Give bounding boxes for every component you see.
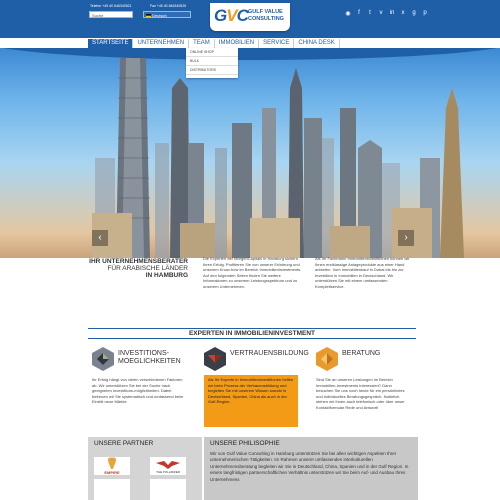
philosophy-text: Wir von Gulf Value Consulting in Hamburg unterstützen Sie bei allen wichtigen Aspekten Ihrer unternehmerischen Tätigkeiten. Im Rahmen unserer umfassenden interkulturellen Unternehmensberatung begleiten wir Sie in Deutschland, China, Spanien und in der Gulf Region. In einem langfristigen partnerschaftlichen Verhältnis unterstützen wir Sie beim Auf- und Ausbau Ihres Unternehmens bbox=[210, 451, 409, 482]
nav-dropdown bbox=[186, 48, 238, 78]
nav-item-immobilien[interactable]: IMMOBILIEN bbox=[215, 39, 259, 48]
philosophy-section bbox=[204, 437, 418, 500]
feature-text: Sind Sie an unseren Leistungen im Bereich Immobilien-Investments interessiert? Dann besuchen Sie uns noch heute für ein persönliches und individuelles Beratungsgespräch. Natürlich stehen wir Ihnen auch telefonisch oder über unser Kontaktformular Rede und Antwort! bbox=[316, 377, 405, 410]
main-nav bbox=[88, 39, 418, 48]
nav-item-china-desk[interactable]: CHINA DESK bbox=[294, 39, 339, 48]
vimeo-icon[interactable]: v bbox=[379, 10, 383, 16]
intro-title-line-1: IHR UNTERNEHMENSBERATER bbox=[89, 258, 188, 265]
fax-text: Fax +49 40 646340525 bbox=[150, 4, 187, 8]
empire-logo bbox=[94, 457, 130, 475]
nav-item-unternehmen[interactable]: UNTERNEHMEN bbox=[133, 39, 189, 48]
feature-consulting bbox=[312, 345, 412, 430]
slider-prev-button[interactable]: ‹ bbox=[92, 230, 108, 246]
intro-title-line-2: FÜR ARABISCHE LÄNDER bbox=[107, 265, 188, 272]
partner-title: UNSERE PARTNER bbox=[94, 440, 154, 447]
language-select[interactable] bbox=[143, 11, 191, 18]
partner-logo-4[interactable] bbox=[150, 479, 186, 500]
partner-logo-3[interactable] bbox=[94, 479, 130, 500]
logo-text bbox=[248, 9, 284, 23]
feature-investment bbox=[88, 345, 188, 430]
feature-title: BERATUNG bbox=[342, 350, 381, 357]
google-plus-icon[interactable]: g bbox=[412, 10, 416, 16]
intro-text-2: Als Ihr Fachmann Immobilieninvestitionen können wir Ihnen erstklassige Anlageprodukte aus einer Hand anbieten. Vom Immobilienkauf in Dubai bis hin zur Investition in Immobilien in Deutschland. Wir unterstützen Sie mit einem umfassenden Komplettservice. bbox=[315, 256, 410, 289]
partner-logo-empire[interactable] bbox=[94, 457, 130, 475]
nav-item-team[interactable]: TEAM bbox=[189, 39, 215, 48]
polarizer-logo bbox=[150, 457, 186, 475]
skyline-image bbox=[0, 48, 500, 258]
rss-icon[interactable]: ◉ bbox=[345, 11, 351, 17]
language-label: Deutsch bbox=[152, 13, 167, 18]
xing-icon[interactable]: x bbox=[401, 10, 405, 16]
partner-logo-polarizer[interactable] bbox=[150, 457, 186, 475]
intro-text-1: Die Experten der MorgenCapitals in Hamburg sichern Ihren Erfolg. Profitieren Sie von unserer Erfahrung und unserem Know-how im Bereich Immobilieninvestments. Auf den folgenden Seiten finden Sie weitere Informationen zu unserem Leistungsspektrum und zu unserem Unternehmen. bbox=[203, 256, 302, 289]
logo-mark: GVC bbox=[214, 6, 248, 25]
german-flag-icon bbox=[146, 14, 151, 17]
trust-icon bbox=[204, 347, 226, 371]
search-input[interactable]: Suche bbox=[89, 11, 133, 18]
section-title: EXPERTEN IN IMMOBILIENINVESTMENT bbox=[88, 328, 416, 339]
intro-title bbox=[88, 258, 188, 279]
feature-text: Ihr Erfolg hängt von vielen verschiedenen Faktoren ab. Wir unterstützen Sie bei der Suche nach geeigneten Investitions-möglichkeiten. Dabei betreuen wir Sie systematisch und umfassend beim Eintritt neue Märkte bbox=[92, 377, 184, 405]
slider-next-button[interactable]: › bbox=[398, 230, 414, 246]
phone-text: Telefon +49 40 646340521 bbox=[90, 4, 132, 8]
dropdown-item-distributors[interactable]: DISTRIBUTORS bbox=[186, 66, 238, 75]
svg-text:EMPIRE: EMPIRE bbox=[104, 470, 120, 475]
dropdown-item-bulk[interactable]: BULK bbox=[186, 57, 238, 66]
social-links bbox=[345, 10, 428, 17]
philosophy-title: UNSERE PHILISOPHIE bbox=[210, 440, 280, 447]
feature-title: VERTRAUENSBILDUNG bbox=[230, 350, 309, 357]
twitter-icon[interactable]: t bbox=[369, 10, 371, 16]
feature-trust bbox=[200, 345, 309, 430]
pinterest-icon[interactable]: p bbox=[423, 10, 427, 16]
investment-icon bbox=[92, 347, 114, 371]
facebook-icon[interactable]: f bbox=[358, 10, 360, 16]
header-bar bbox=[0, 0, 500, 38]
logo-line-2: CONSULTING bbox=[248, 16, 284, 22]
feature-text: Als Ihr Experte in Immobilieninvestitionen helfen wir beim Prozess der Vertrauensbildung und begleiten Sie mit unserem Wissen sowohl in Deutschland, Spanien, China als auch in der Golf-Region. bbox=[204, 375, 298, 427]
intro-title-line-3: IN HAMBURG bbox=[145, 272, 188, 279]
logo[interactable] bbox=[210, 3, 290, 31]
partner-section bbox=[88, 437, 202, 500]
nav-item-service[interactable]: SERVICE bbox=[259, 39, 294, 48]
dropdown-item-online-shop[interactable]: ONLINE SHOP bbox=[186, 48, 238, 57]
consulting-icon bbox=[316, 347, 338, 371]
svg-text:THE POLARIZER: THE POLARIZER bbox=[156, 470, 180, 474]
logo-line-1: GULF VALUE bbox=[248, 9, 283, 15]
feature-title: INVESTITIONS- MOEGLICHKEITEN bbox=[118, 350, 181, 365]
nav-item-startseite[interactable]: STARTSEITE bbox=[88, 39, 133, 48]
linkedin-icon[interactable]: in bbox=[389, 10, 395, 16]
hero-slider bbox=[0, 48, 500, 258]
